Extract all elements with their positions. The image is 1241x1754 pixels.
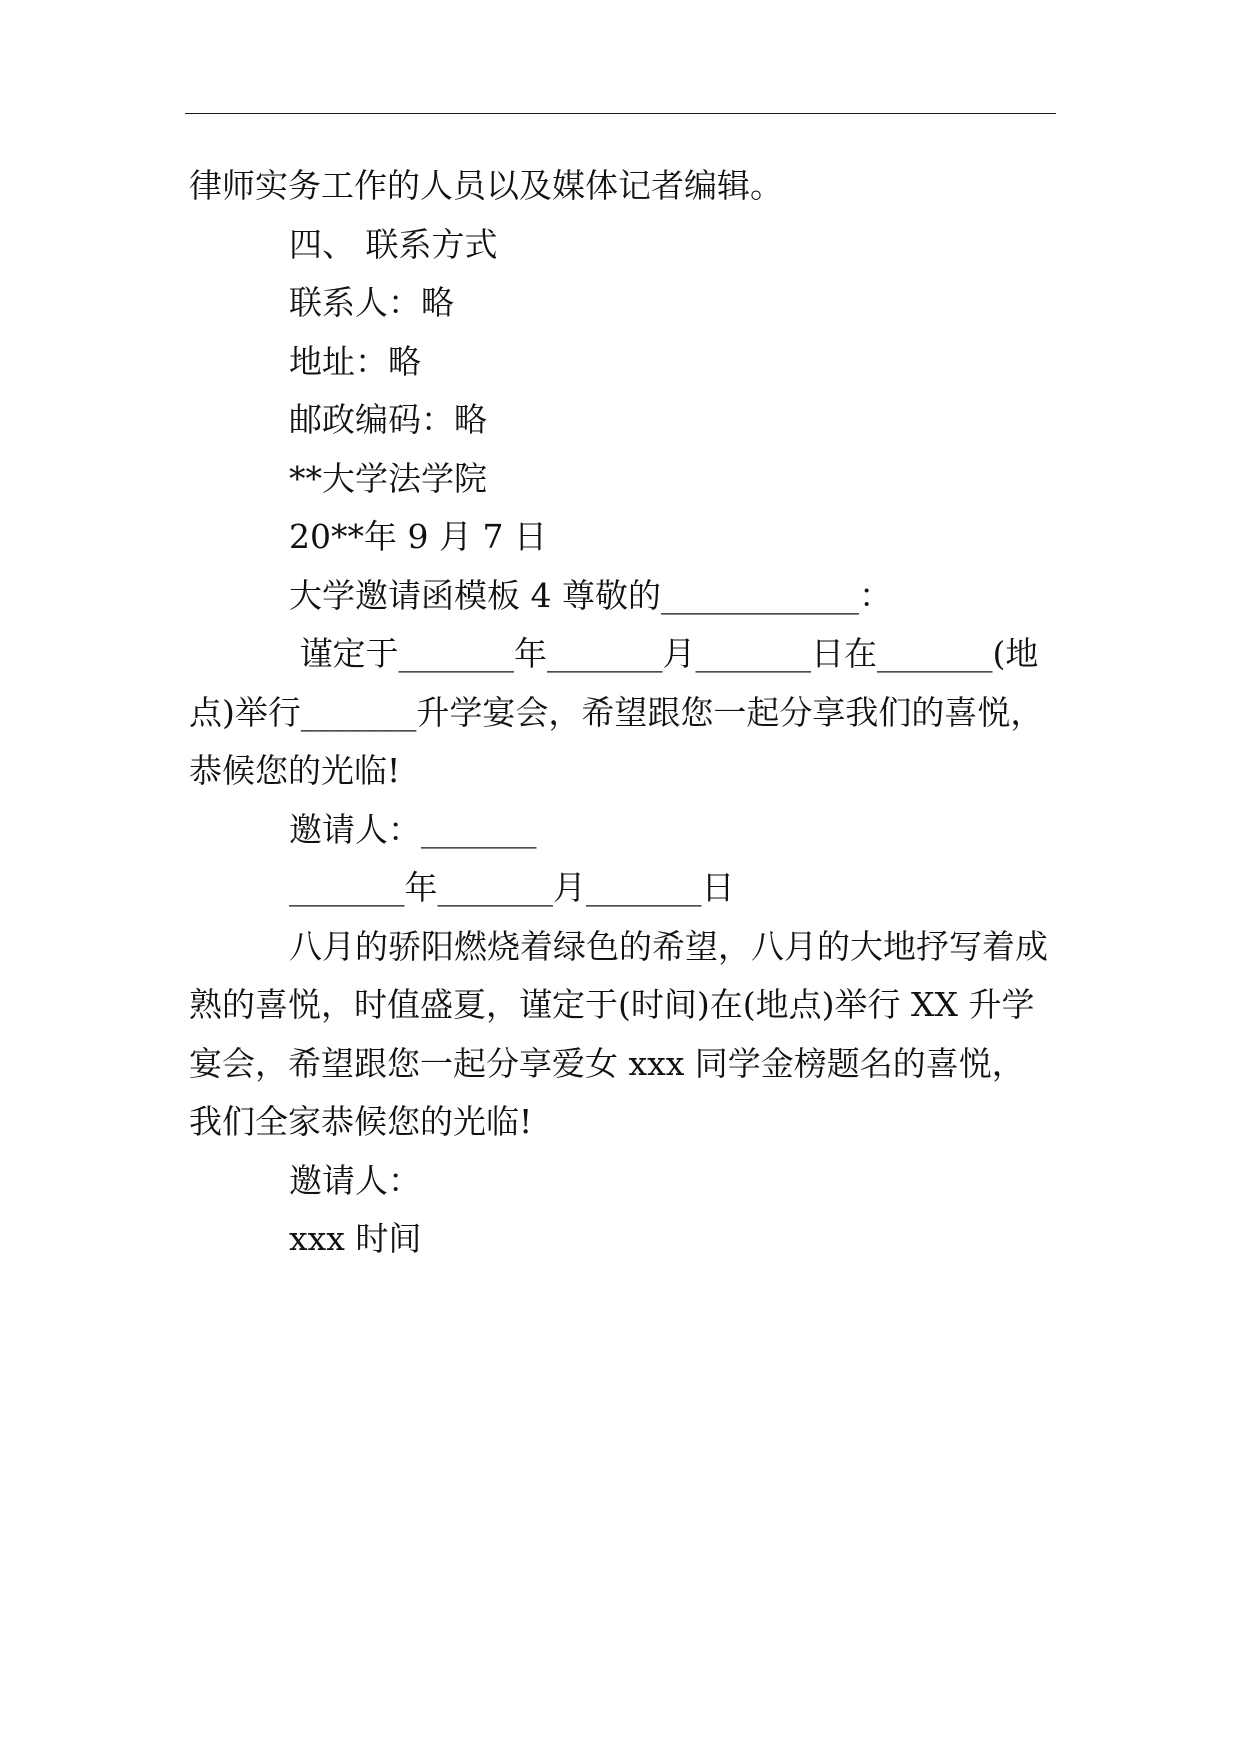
section-heading-contact: 四、 联系方式 xyxy=(289,224,498,264)
header-rule xyxy=(185,113,1056,114)
inviter-label: 邀请人： xyxy=(289,1160,421,1200)
contact-postcode: 邮政编码：略 xyxy=(289,400,487,439)
document-body xyxy=(189,157,1055,1269)
paragraph-1: 律师实务工作的人员以及媒体记者编辑。 xyxy=(189,166,783,205)
date-line: _______年_______月_______日 xyxy=(289,868,735,907)
invitation-body: 谨定于_______年_______月_______日在_______(地点)举行_______升学宴会，希望跟您一起分享我们的喜悦，恭候您的光临! xyxy=(189,634,1044,790)
inviter-line: 邀请人：_______ xyxy=(289,809,537,849)
signature-date: 20**年 9 月 7 日 xyxy=(289,517,547,556)
inviter-time: xxx 时间 xyxy=(289,1219,422,1258)
invitation-template-greeting: 大学邀请函模板 4 尊敬的____________： xyxy=(289,575,892,615)
signature-organization: **大学法学院 xyxy=(289,458,487,498)
contact-address: 地址：略 xyxy=(289,341,421,381)
invitation-sample-paragraph: 八月的骄阳燃烧着绿色的希望，八月的大地抒写着成熟的喜悦，时值盛夏，谨定于(时间)在(地点)举行 XX 升学宴会，希望跟您一起分享爱女 xxx 同学金榜题名的喜悦，我们全家恭候您的光临! xyxy=(189,926,1048,1141)
contact-person: 联系人：略 xyxy=(289,283,454,322)
